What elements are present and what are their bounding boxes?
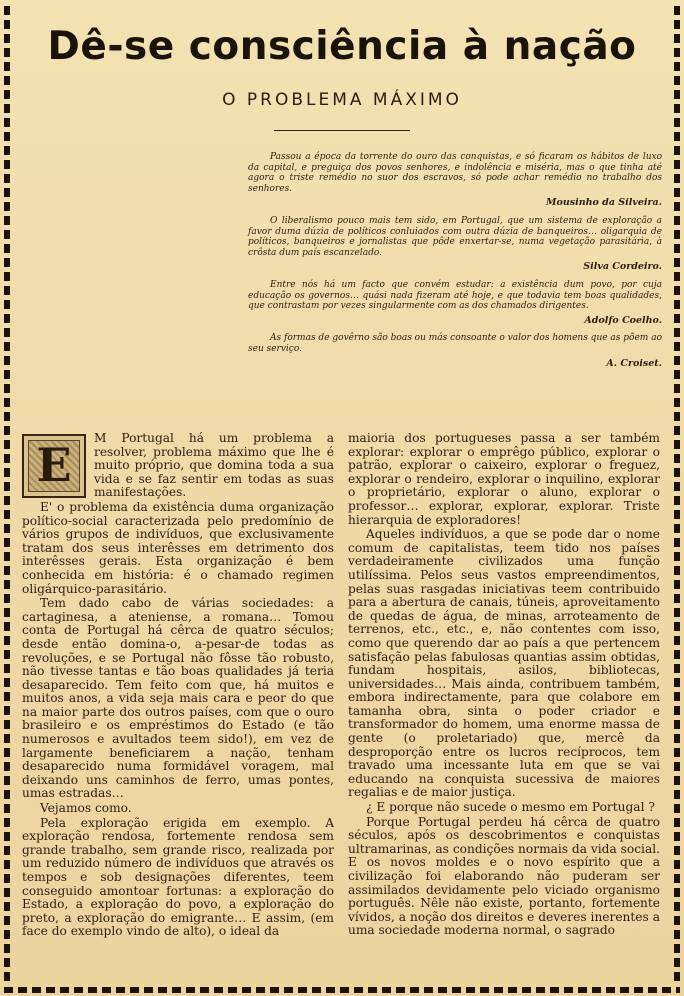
body-paragraph: maioria dos portugueses passa a ser também explorar: explorar o emprêgo público, explorar o patrão, explorar o caixeiro, explorar o freguez, explorar o rendeiro, explorar o inquilino, explorar o proprietário, explorar o aluno, explorar o professor… explorar, explorar, explorar. Triste hierarquia de exploradores! — [348, 432, 660, 527]
body-column-left — [22, 432, 334, 972]
epigraph-text: O liberalismo pouco mais tem sido, em Portugal, que um sistema de exploração a favor duma dúzia de políticos conluiados com outra dúzia de banqueiros… oligarquia de políticos, banqueiros e jornalistas que pôde enxertar-se, numa vegetação parasitária, à crôsta dum país escanzelado. — [248, 215, 662, 258]
article-title: Dê-se consciência à nação — [47, 24, 637, 69]
epigraph-author: Silva Cordeiro. — [583, 261, 662, 273]
epigraph — [248, 152, 662, 209]
epigraphs — [248, 152, 662, 376]
body-column-right — [348, 432, 660, 972]
article-subtitle: O PROBLEMA MÁXIMO — [222, 90, 462, 110]
epigraph-author: Mousinho da Silveira. — [546, 197, 662, 209]
right-dotted-border — [674, 6, 680, 986]
body-paragraph: E' o problema da existência duma organização político-social caracterizada pelo predomínio de vários grupos de indivíduos, que exclusivamente tratam dos seus interêsses em detrimento dos interêsses gerais. Esta organização é bem conhecida em história: é o chamado regimen oligárquico-parasitário. — [22, 499, 334, 596]
body-paragraph: M Portugal há um problema a resolver, problema máximo que lhe é muito próprio, que domina toda a sua vida e se faz sentir em todas as suas manifestações. — [94, 432, 334, 500]
body-paragraph: Vejamos como. — [40, 801, 132, 816]
epigraph-author: A. Croiset. — [606, 357, 662, 369]
epigraph — [248, 280, 662, 326]
left-dotted-border — [4, 6, 10, 986]
body-paragraph: ¿ E porque não sucede o mesmo em Portugal ? — [366, 800, 655, 815]
body-paragraph: Aqueles indivíduos, a que se pode dar o nome comum de capitalistas, teem tido nos países verdadeiramente civilizados uma função utilíssima. Pelos seus vastos empreendimentos, pelas suas rasgadas iniciativas teem contribuido para a abertura de canais, túneis, aproveitamento de quedas de água, de minas, arroteamento de terrenos, etc., etc., e, não contentes com isso, como que querendo dar ao país a que pertencem satisfação pelas fabulosas quantias assim obtidas, fundam hospitais, asilos, bibliotecas, universidades… Mais ainda, contribuem também, embora indirectamente, para que colabore em tamanha obra, sinta o poder criador e transformador do homem, uma enorme massa de gente (o proletariado) que, mercê da desproporção entre os lucros recíprocos, tem travado uma incessante luta em que se vai educando na conquista sucessiva de maiores regalias e de maior justiça. — [348, 527, 660, 800]
body-paragraph: Porque Portugal perdeu há cêrca de quatro séculos, após os descobrimentos e conquistas ultramarinas, as condições normais da vida social. E os novos moldes e o novo espírito que a civilização foi elaborando não puderam ser assimilados devidamente pelo viciado organismo português. Nêle não existe, portanto, fortemente vívidos, a noção dos direitos e deveres inerentes a uma sociedade moderna normal, o sagrado — [348, 814, 660, 938]
body-paragraph: Tem dado cabo de várias sociedades: a cartaginesa, a ateniense, a romana… Tomou conta de Portugal há cêrca de quatro séculos; desde então domina-o, a-pesar-de todas as revoluções, e se Portugal não fôsse tão robusto, não tivesse tantas e tão boas qualidades já teria desaparecido. Tem feito com que, há muitos e muitos anos, a vida seja mais cara e peor do que na maior parte dos outros países, com que o ouro brasileiro e os empréstimos do Estado (e tão numerosos e avultados teem sido!), em vez de largamente beneficiarem a nação, tenham desaparecido numa formidável voragem, mal deixando uns caminhos de ferro, umas pontes, umas estradas… — [22, 596, 334, 801]
title-divider — [274, 130, 410, 131]
decorative-initial — [22, 434, 86, 498]
epigraph — [248, 216, 662, 273]
epigraph-text: As formas de govêrno são boas ou más consoante o valor dos homens que as põem ao seu serviço. — [248, 333, 662, 354]
bottom-dotted-border — [4, 987, 680, 993]
initial-letter: E — [28, 440, 80, 492]
epigraph-text: Entre nós há um facto que convém estudar: a existência dum povo, por cuja educação os governos… quási nada fizeram até hoje, e que todavia tem boas qualidades, que contrastam por vezes singularmente com as dos chamados dirigentes. — [248, 279, 662, 312]
epigraph-text: Passou a época da torrente do ouro das conquistas, e só ficaram os hábitos de luxo da capital, e preguiça dos povos senhores, e indolência e miséria, mas o que tinha até agora o triste remédio no suor dos escravos, só pode achar remédio no trabalho dos senhores. — [248, 152, 662, 194]
epigraph — [248, 333, 662, 369]
body-paragraph: Pela exploração erigida em exemplo. A exploração rendosa, fortemente rendosa sem grande trabalho, sem grande risco, realizada por um reduzido número de indivíduos que através os tempos e sob designações diferentes, teem conseguido amontoar fortunas: a exploração do Estado, a exploração do povo, a exploração do preto, a exploração do emigrante… E assim, (em face do exemplo vindo de alto), o ideal da — [22, 815, 334, 939]
epigraph-author: Adolfo Coelho. — [584, 314, 662, 326]
